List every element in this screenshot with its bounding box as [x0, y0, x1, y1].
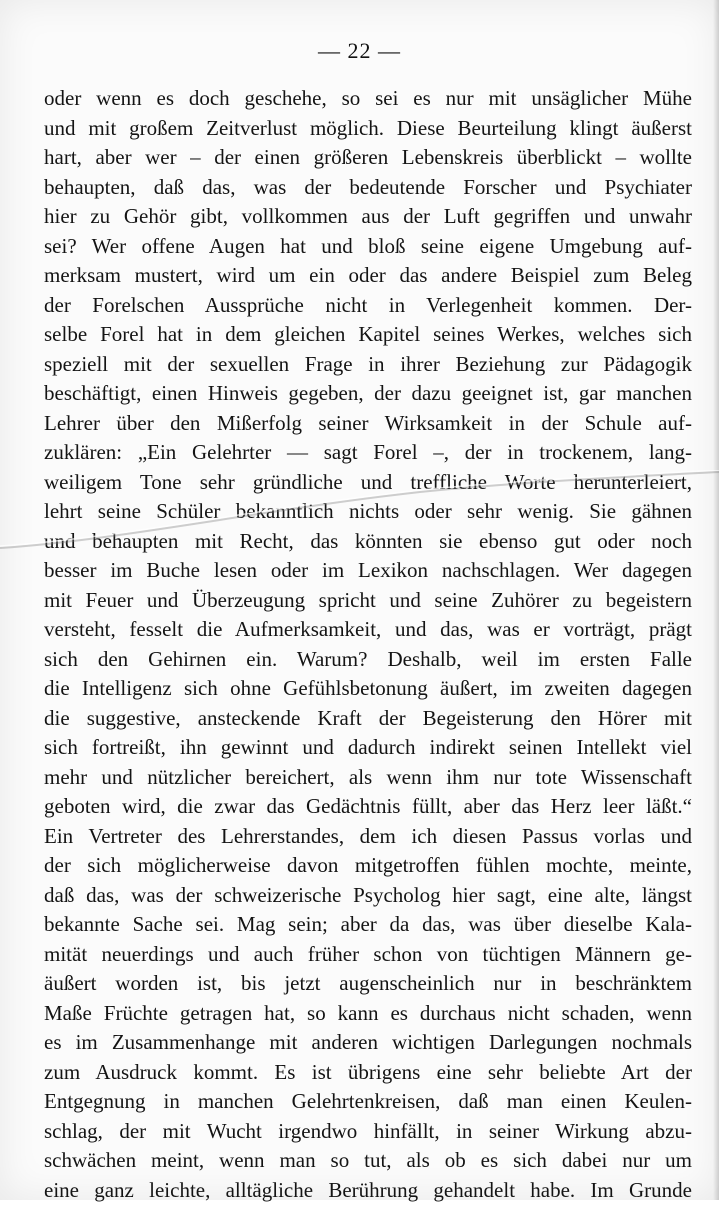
text-line: merksam mustert, wird um ein oder das andere Beispiel zum Beleg: [44, 261, 692, 291]
text-line: selbe Forel hat in dem gleichen Kapitel seines Werkes, welches sich: [44, 320, 692, 350]
text-line: daß das, was der schweizerische Psycholog hier sagt, eine alte, längst: [44, 881, 692, 911]
text-line: bekannte Sache sei. Mag sein; aber da das, was über dieselbe Kala-: [44, 910, 692, 940]
text-line: hart, aber wer – der einen größeren Lebenskreis überblickt – wollte: [44, 143, 692, 173]
text-line: zuklären: „Ein Gelehrter — sagt Forel –, der in trockenem, lang-: [44, 438, 692, 468]
text-line: eine ganz leichte, alltägliche Berührung gehandelt habe. Im Grunde: [44, 1176, 692, 1205]
text-line: Lehrer über den Mißerfolg seiner Wirksamkeit in der Schule auf-: [44, 409, 692, 439]
text-line: Entgegnung in manchen Gelehrtenkreisen, daß man einen Keulen-: [44, 1087, 692, 1117]
text-line: sich den Gehirnen ein. Warum? Deshalb, weil im ersten Falle: [44, 645, 692, 675]
text-line: sei? Wer offene Augen hat und bloß seine eigene Umgebung auf-: [44, 232, 692, 262]
text-line: versteht, fesselt die Aufmerksamkeit, und das, was er vorträgt, prägt: [44, 615, 692, 645]
text-line: oder wenn es doch geschehe, so sei es nur mit unsäglicher Mühe: [44, 84, 692, 114]
text-line: beschäftigt, einen Hinweis gegeben, der dazu geeignet ist, gar manchen: [44, 379, 692, 409]
text-line: die Intelligenz sich ohne Gefühlsbetonung äußert, im zweiten dagegen: [44, 674, 692, 704]
text-line: lehrt seine Schüler bekanntlich nichts oder sehr wenig. Sie gähnen: [44, 497, 692, 527]
text-line: der sich möglicherweise davon mitgetroffen fühlen mochte, meinte,: [44, 851, 692, 881]
text-line: mehr und nützlicher bereichert, als wenn ihm nur tote Wissenschaft: [44, 763, 692, 793]
text-line: und mit großem Zeitverlust möglich. Diese Beurteilung klingt äußerst: [44, 114, 692, 144]
text-line: schlag, der mit Wucht irgendwo hinfällt, in seiner Wirkung abzu-: [44, 1117, 692, 1147]
text-line: behaupten, daß das, was der bedeutende Forscher und Psychiater: [44, 173, 692, 203]
body-text: [44, 84, 692, 1205]
text-line: die suggestive, ansteckende Kraft der Begeisterung den Hörer mit: [44, 704, 692, 734]
text-line: und behaupten mit Recht, das könnten sie ebenso gut oder noch: [44, 527, 692, 557]
text-line: geboten wird, die zwar das Gedächtnis füllt, aber das Herz leer läßt.“: [44, 792, 692, 822]
text-line: der Forelschen Aussprüche nicht in Verlegenheit kommen. Der-: [44, 291, 692, 321]
text-line: es im Zusammenhange mit anderen wichtigen Darlegungen nochmals: [44, 1028, 692, 1058]
text-line: sich fortreißt, ihn gewinnt und dadurch indirekt seinen Intellekt viel: [44, 733, 692, 763]
text-line: hier zu Gehör gibt, vollkommen aus der Luft gegriffen und unwahr: [44, 202, 692, 232]
page-number: — 22 —: [0, 38, 719, 64]
text-line: schwächen meint, wenn man so tut, als ob es sich dabei nur um: [44, 1146, 692, 1176]
text-line: weiligem Tone sehr gründliche und treffliche Worte herunterleiert,: [44, 468, 692, 498]
text-line: mität neuerdings und auch früher schon von tüchtigen Männern ge-: [44, 940, 692, 970]
page-edge-shadow: [713, 0, 719, 1200]
text-line: speziell mit der sexuellen Frage in ihrer Beziehung zur Pädagogik: [44, 350, 692, 380]
text-line: Ein Vertreter des Lehrerstandes, dem ich diesen Passus vorlas und: [44, 822, 692, 852]
text-line: zum Ausdruck kommt. Es ist übrigens eine sehr beliebte Art der: [44, 1058, 692, 1088]
text-line: mit Feuer und Überzeugung spricht und seine Zuhörer zu begeistern: [44, 586, 692, 616]
text-line: äußert worden ist, bis jetzt augenscheinlich nur in beschränktem: [44, 969, 692, 999]
text-line: besser im Buche lesen oder im Lexikon nachschlagen. Wer dagegen: [44, 556, 692, 586]
text-line: Maße Früchte getragen hat, so kann es durchaus nicht schaden, wenn: [44, 999, 692, 1029]
